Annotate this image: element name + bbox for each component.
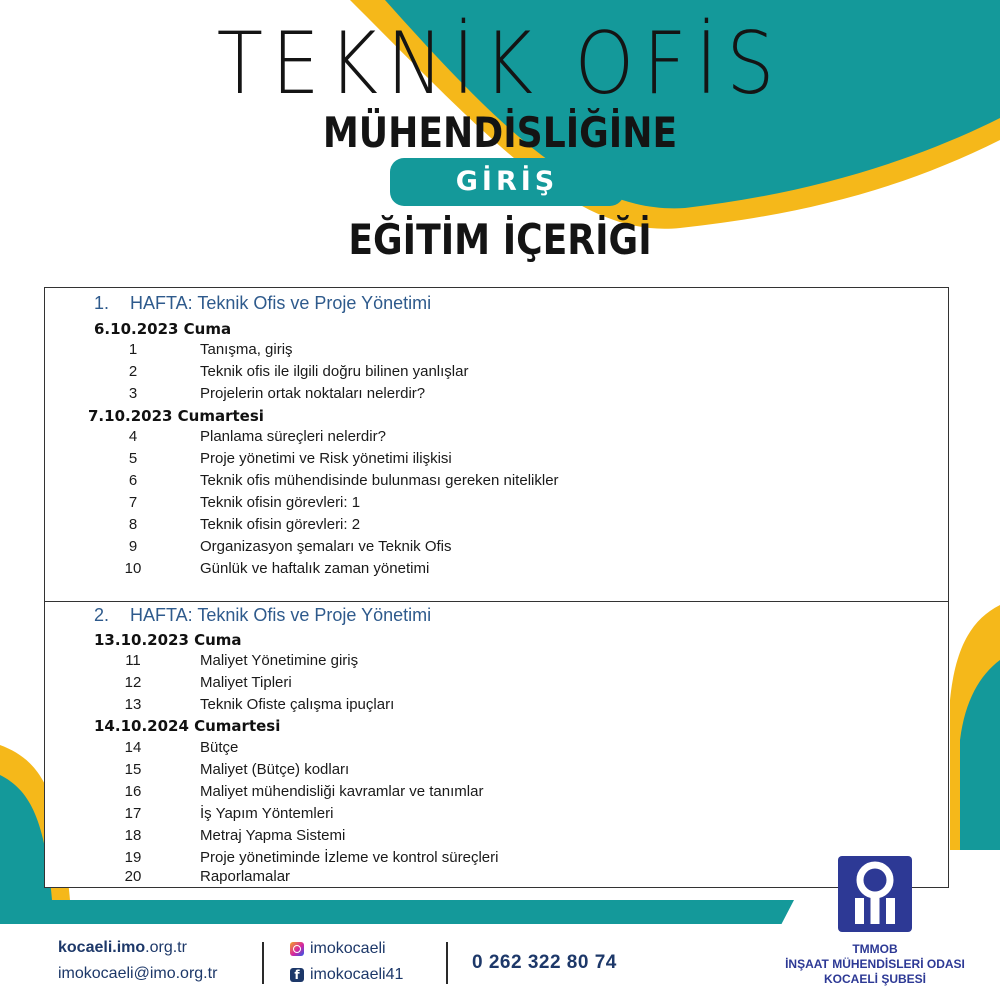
giris-badge: GİRİŞ (390, 158, 624, 206)
website-domain-bold: kocaeli.imo (58, 939, 146, 956)
facebook-icon: f (290, 968, 304, 982)
day-heading: 14.10.2024 Cumartesi (94, 717, 281, 735)
instagram-link[interactable] (290, 940, 386, 958)
list-item (45, 739, 948, 761)
item-number: 11 (125, 652, 141, 669)
website-domain-rest: .org.tr (145, 939, 187, 956)
content-title: EĞİTİM İÇERİĞİ (348, 215, 652, 264)
item-number: 14 (124, 739, 142, 756)
item-number: 3 (128, 385, 138, 402)
item-text: Proje yönetiminde İzleme ve kontrol süreçleri (200, 849, 499, 866)
list-item (45, 385, 948, 407)
list-item (45, 696, 948, 718)
divider (262, 942, 264, 984)
item-number: 2 (128, 363, 138, 380)
list-item (45, 560, 948, 582)
imo-emblem-icon (838, 856, 912, 932)
list-item (45, 428, 948, 450)
item-number: 12 (124, 674, 142, 691)
list-item (45, 516, 948, 538)
item-text: Proje yönetimi ve Risk yönetimi ilişkisi (200, 450, 452, 467)
phone-number[interactable]: 0 262 322 80 74 (472, 952, 617, 973)
facebook-link[interactable] (290, 966, 403, 984)
list-item (45, 341, 948, 363)
item-text: Planlama süreçleri nelerdir? (200, 428, 386, 445)
item-text: Projelerin ortak noktaları nelerdir? (200, 385, 426, 402)
item-number: 16 (124, 783, 142, 800)
week-2-heading (94, 605, 431, 626)
item-text: Bütçe (200, 739, 239, 756)
list-item (45, 494, 948, 516)
item-text: Organizasyon şemaları ve Teknik Ofis (200, 538, 452, 555)
item-number: 5 (128, 450, 138, 467)
item-number: 1 (128, 341, 138, 358)
list-item (45, 761, 948, 783)
curriculum-box (44, 287, 949, 888)
day-heading: 13.10.2023 Cuma (94, 631, 242, 649)
item-text: Teknik Ofiste çalışma ipuçları (200, 696, 395, 713)
item-text: Teknik ofis ile ilgili doğru bilinen yanlışlar (200, 363, 469, 380)
item-number: 10 (124, 560, 142, 577)
item-text: Teknik ofis mühendisinde bulunması gereken nitelikler (200, 472, 559, 489)
item-text: Teknik ofisin görevleri: 2 (200, 516, 361, 533)
item-text: Teknik ofisin görevleri: 1 (200, 494, 361, 511)
item-number: 18 (124, 827, 142, 844)
item-text: Günlük ve haftalık zaman yönetimi (200, 560, 430, 577)
item-text: Maliyet Tipleri (200, 674, 292, 691)
week-1-section (45, 288, 948, 602)
list-item (45, 674, 948, 696)
item-text: Raporlamalar (200, 868, 291, 885)
week-2-section (45, 601, 948, 889)
facebook-handle: imokocaeli41 (310, 966, 404, 983)
divider (446, 942, 448, 984)
item-number: 15 (124, 761, 142, 778)
website-link[interactable] (58, 939, 187, 957)
week-number: 2. (94, 605, 110, 625)
email-link[interactable]: imokocaeli@imo.org.tr (58, 965, 218, 982)
day-heading: 6.10.2023 Cuma (94, 320, 232, 338)
week-1-heading (94, 293, 431, 314)
item-number: 6 (128, 472, 138, 489)
item-text: Maliyet mühendisliği kavramlar ve tanımlar (200, 783, 484, 800)
item-number: 13 (124, 696, 142, 713)
item-number: 19 (124, 849, 142, 866)
list-item (45, 783, 948, 805)
logo-line-3: KOCAELİ ŞUBESİ (823, 972, 926, 986)
item-text: İş Yapım Yöntemleri (200, 805, 334, 822)
item-text: Tanışma, giriş (200, 341, 293, 358)
list-item (45, 450, 948, 472)
list-item (45, 652, 948, 674)
list-item (45, 363, 948, 385)
logo-line-1: TMMOB (852, 942, 898, 956)
list-item (45, 538, 948, 560)
item-number: 4 (128, 428, 138, 445)
item-text: Maliyet (Bütçe) kodları (200, 761, 350, 778)
list-item (45, 472, 948, 494)
item-text: Maliyet Yönetimine giriş (200, 652, 359, 669)
item-number: 20 (124, 868, 142, 885)
instagram-handle: imokocaeli (310, 940, 386, 957)
imo-logo (770, 856, 980, 996)
header (0, 0, 1000, 280)
item-number: 7 (128, 494, 138, 511)
list-item (45, 805, 948, 827)
list-item (45, 827, 948, 849)
week-title: HAFTA: Teknik Ofis ve Proje Yönetimi (130, 605, 432, 625)
subtitle: MÜHENDİSLİĞİNE (322, 108, 678, 157)
logo-line-2: İNŞAAT MÜHENDİSLERİ ODASI (785, 957, 965, 971)
item-number: 9 (128, 538, 138, 555)
week-number: 1. (94, 293, 110, 313)
item-number: 8 (128, 516, 138, 533)
week-title: HAFTA: Teknik Ofis ve Proje Yönetimi (130, 293, 432, 313)
main-title: TEKNİK OFİS (216, 14, 784, 114)
day-heading: 7.10.2023 Cumartesi (88, 407, 264, 425)
instagram-icon (290, 942, 304, 956)
item-number: 17 (124, 805, 142, 822)
item-text: Metraj Yapma Sistemi (200, 827, 346, 844)
